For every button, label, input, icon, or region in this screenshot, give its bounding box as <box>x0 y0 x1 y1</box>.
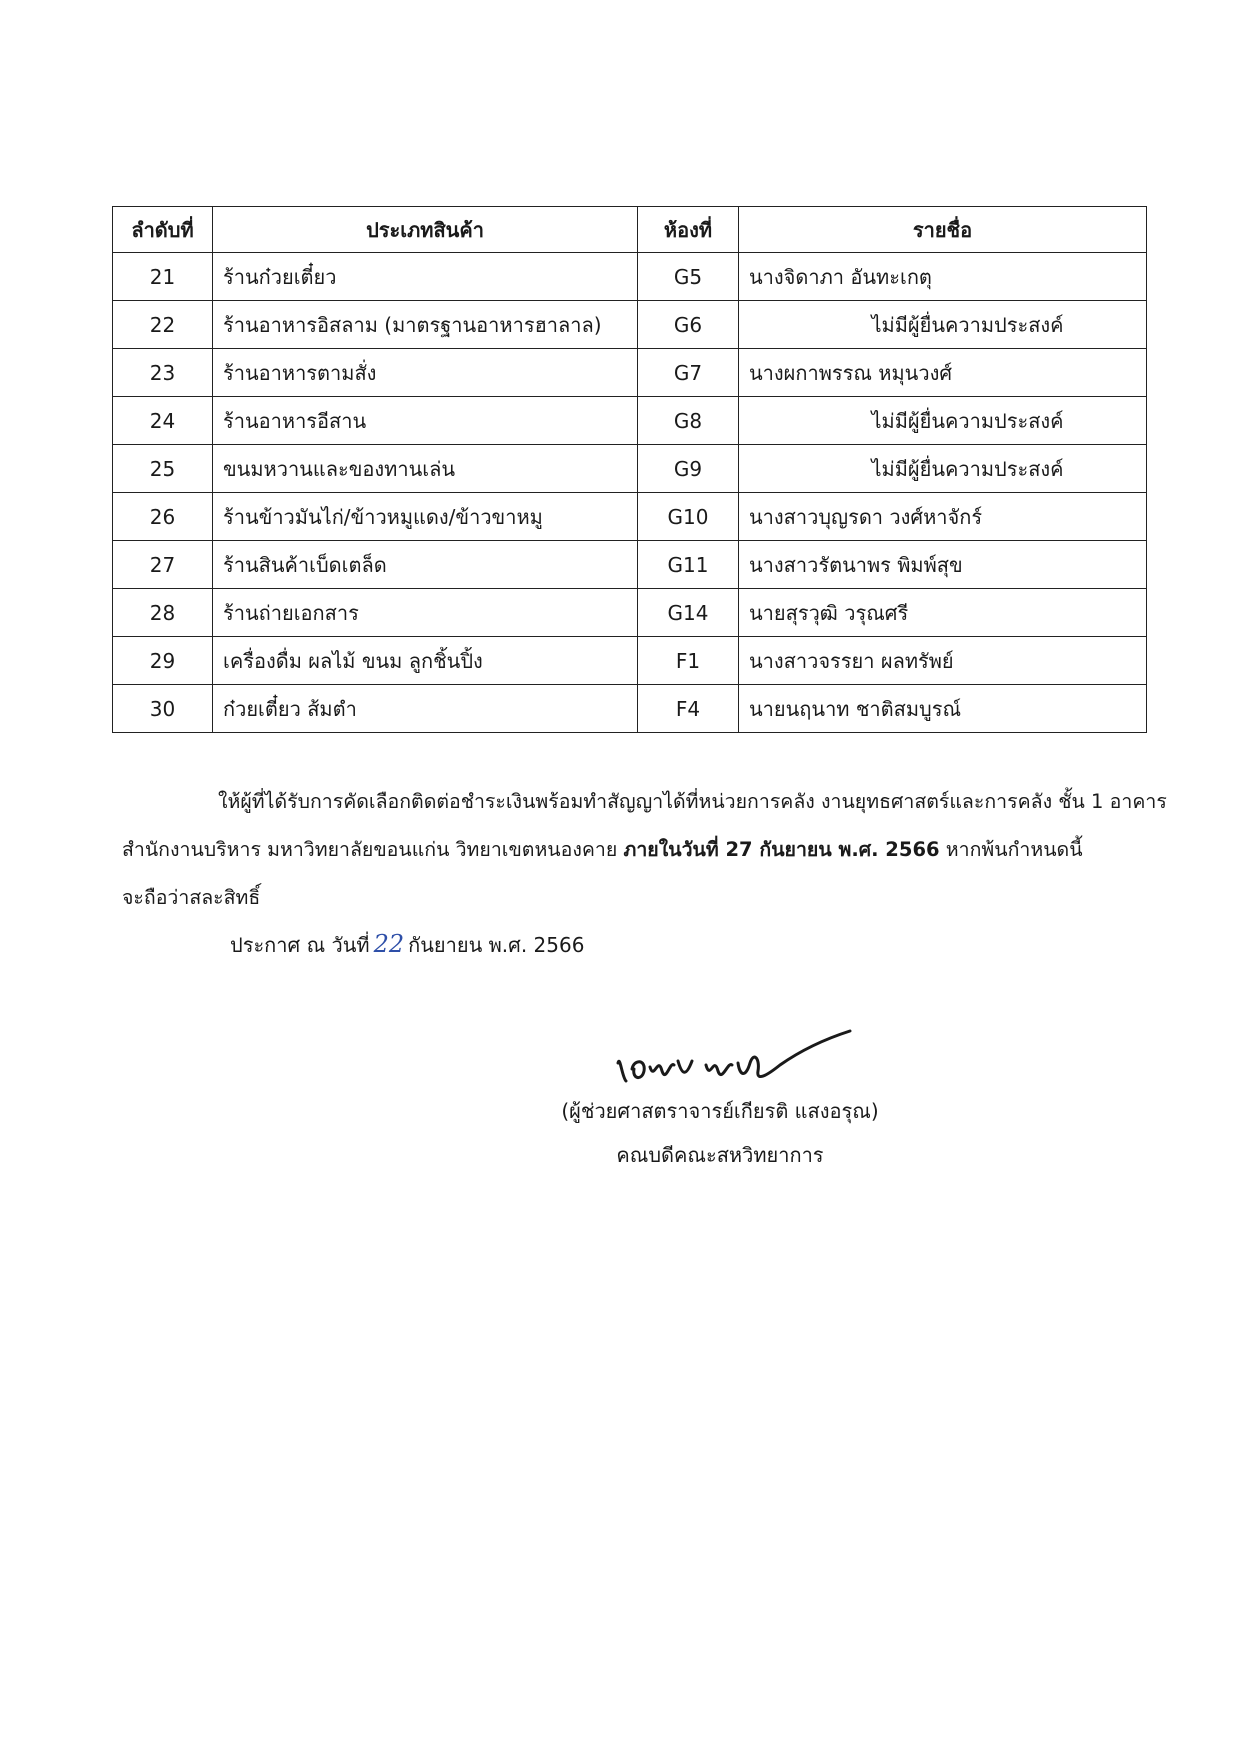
row-room: G5 <box>638 253 739 301</box>
row-product-type: เครื่องดื่ม ผลไม้ ขนม ลูกชิ้นปิ้ง <box>213 637 638 685</box>
row-order: 28 <box>113 589 213 637</box>
row-name: นางจิดาภา อันทะเกตุ <box>739 253 1147 301</box>
row-room: F1 <box>638 637 739 685</box>
row-order: 23 <box>113 349 213 397</box>
row-room: F4 <box>638 685 739 733</box>
shop-allocation-table <box>112 206 1147 733</box>
row-product-type: ร้านอาหารอีสาน <box>213 397 638 445</box>
header-name-list: รายชื่อ <box>739 207 1147 253</box>
header-room: ห้องที่ <box>638 207 739 253</box>
row-room: G14 <box>638 589 739 637</box>
header-order: ลำดับที่ <box>113 207 213 253</box>
row-name: นางสาวจรรยา ผลทรัพย์ <box>739 637 1147 685</box>
announce-suffix: กันยายน พ.ศ. 2566 <box>408 933 585 957</box>
table-row <box>113 493 1147 541</box>
row-product-type: ขนมหวานและของทานเล่น <box>213 445 638 493</box>
table-row <box>113 589 1147 637</box>
row-order: 27 <box>113 541 213 589</box>
signature-mark <box>610 1025 860 1095</box>
row-name: นายนฤนาท ชาติสมบูรณ์ <box>739 685 1147 733</box>
table-row <box>113 397 1147 445</box>
row-name: ไม่มีผู้ยื่นความประสงค์ <box>739 445 1147 493</box>
row-product-type: ร้านก๋วยเตี๋ยว <box>213 253 638 301</box>
paragraph-line-2 <box>122 826 1140 874</box>
row-name: ไม่มีผู้ยื่นความประสงค์ <box>739 397 1147 445</box>
row-product-type: ร้านข้าวมันไก่/ข้าวหมูแดง/ข้าวขาหมู <box>213 493 638 541</box>
row-name: นางผกาพรรณ หมุนวงศ์ <box>739 349 1147 397</box>
row-room: G10 <box>638 493 739 541</box>
table-header-row <box>113 207 1147 253</box>
table-row <box>113 445 1147 493</box>
row-order: 22 <box>113 301 213 349</box>
table-row <box>113 541 1147 589</box>
row-order: 21 <box>113 253 213 301</box>
deadline-text: ภายในวันที่ 27 กันยายน พ.ศ. 2566 <box>623 838 940 861</box>
handwritten-day: 22 <box>373 930 405 958</box>
row-order: 30 <box>113 685 213 733</box>
announcement-date <box>230 929 584 961</box>
row-name: นางสาวบุญรดา วงศ์หาจักร์ <box>739 493 1147 541</box>
header-product-type: ประเภทสินค้า <box>213 207 638 253</box>
paragraph-line-3: จะถือว่าสละสิทธิ์ <box>122 886 261 909</box>
signatory-name: (ผู้ช่วยศาสตราจารย์เกียรติ แสงอรุณ) <box>561 1099 879 1123</box>
table-row <box>113 637 1147 685</box>
table-row <box>113 349 1147 397</box>
row-name: นางสาวรัตนาพร พิมพ์สุข <box>739 541 1147 589</box>
table-row <box>113 301 1147 349</box>
row-product-type: ร้านอาหารอิสลาม (มาตรฐานอาหารฮาลาล) <box>213 301 638 349</box>
instruction-paragraph <box>122 778 1167 922</box>
row-name: ไม่มีผู้ยื่นความประสงค์ <box>739 301 1147 349</box>
row-product-type: ร้านสินค้าเบ็ดเตล็ด <box>213 541 638 589</box>
row-order: 25 <box>113 445 213 493</box>
row-room: G8 <box>638 397 739 445</box>
row-room: G6 <box>638 301 739 349</box>
row-product-type: ร้านอาหารตามสั่ง <box>213 349 638 397</box>
table-row <box>113 685 1147 733</box>
paragraph-line-2-c: หากพ้นกำหนดนี้ <box>939 838 1083 861</box>
row-order: 29 <box>113 637 213 685</box>
signatory-title: คณบดีคณะสหวิทยาการ <box>616 1143 824 1167</box>
row-room: G9 <box>638 445 739 493</box>
row-room: G11 <box>638 541 739 589</box>
row-name: นายสุรวุฒิ วรุณศรี <box>739 589 1147 637</box>
row-room: G7 <box>638 349 739 397</box>
announce-prefix: ประกาศ ณ วันที่ <box>230 933 370 957</box>
table-row <box>113 253 1147 301</box>
row-product-type: ก๋วยเตี๋ยว ส้มตำ <box>213 685 638 733</box>
paragraph-line-2-a: สำนักงานบริหาร มหาวิทยาลัยขอนแก่น วิทยาเขตหนองคาย <box>122 838 624 861</box>
row-order: 24 <box>113 397 213 445</box>
row-order: 26 <box>113 493 213 541</box>
row-product-type: ร้านถ่ายเอกสาร <box>213 589 638 637</box>
paragraph-line-1: ให้ผู้ที่ได้รับการคัดเลือกติดต่อชำระเงินพร้อมทำสัญญาได้ที่หน่วยการคลัง งานยุทธศาสตร์และการคลัง ชั้น 1 อาคาร <box>218 790 1167 813</box>
